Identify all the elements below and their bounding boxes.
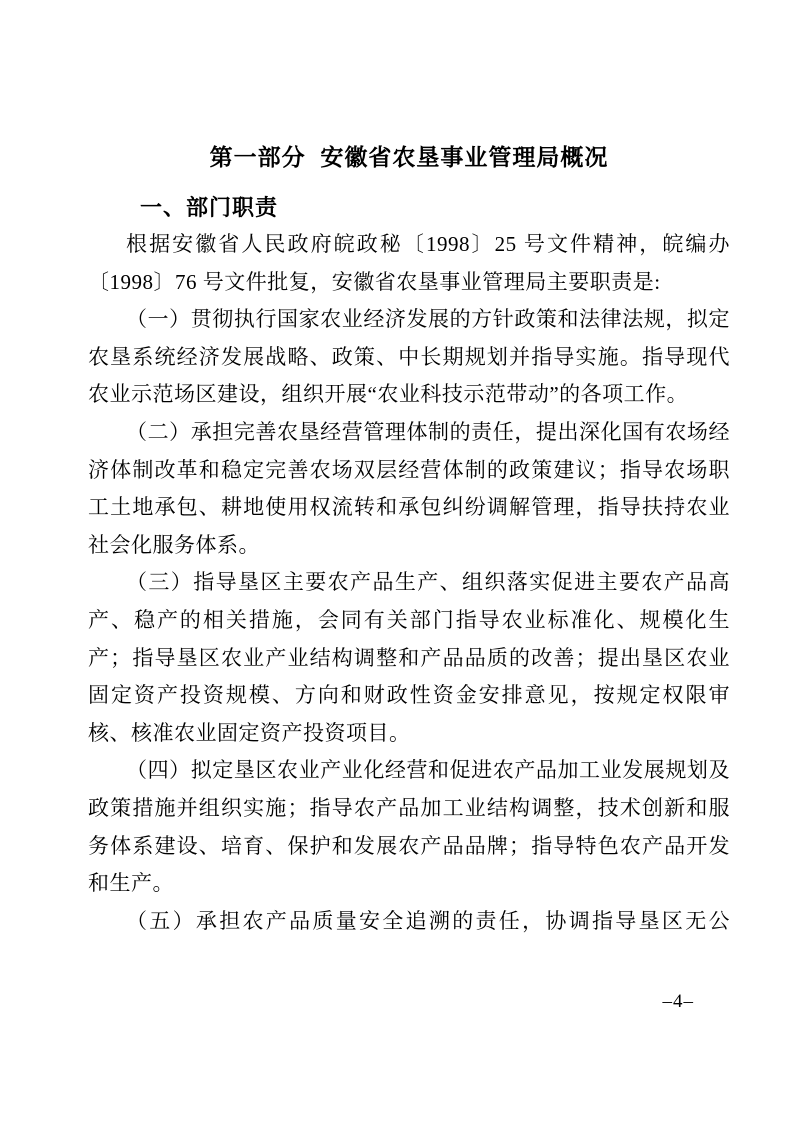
section-heading: 一、部门职责 xyxy=(140,195,279,220)
paragraph-duty-5-truncated: （五）承担农产品质量安全追溯的责任，协调指导垦区无公 xyxy=(126,908,730,933)
paragraph-intro: 根据安徽省人民政府皖政秘〔1998〕25 号文件精神，皖编办〔1998〕76 号文件批复，安徽省农垦事业管理局主要职责是: xyxy=(88,232,730,294)
document-body xyxy=(88,226,730,940)
page-title: 第一部分 安徽省农垦事业管理局概况 xyxy=(209,144,609,170)
paragraph-duty-4: （四）拟定垦区农业产业化经营和促进农产品加工业发展规划及政策措施并组织实施；指导农产品加工业结构调整，技术创新和服务体系建设、培育、保护和发展农产品品牌；指导特色农产品开发和生产。 xyxy=(88,758,730,896)
paragraph-duty-3: （三）指导垦区主要农产品生产、组织落实促进主要农产品高产、稳产的相关措施，会同有关部门指导农业标准化、规模化生产；指导垦区农业产业结构调整和产品品质的改善；提出垦区农业固定资产投资规模、方向和财政性资金安排意见，按规定权限审核、核准农业固定资产投资项目。 xyxy=(88,570,730,745)
page-number: –4– xyxy=(662,991,694,1012)
paragraph-duty-1: （一）贯彻执行国家农业经济发展的方针政策和法律法规，拟定农垦系统经济发展战略、政策、中长期规划并指导实施。指导现代农业示范场区建设，组织开展“农业科技示范带动”的各项工作。 xyxy=(88,307,730,407)
paragraph-duty-2: （二）承担完善农垦经营管理体制的责任，提出深化国有农场经济体制改革和稳定完善农场双层经营体制的政策建议；指导农场职工土地承包、耕地使用权流转和承包纠纷调解管理，指导扶持农业社会化服务体系。 xyxy=(88,419,730,557)
